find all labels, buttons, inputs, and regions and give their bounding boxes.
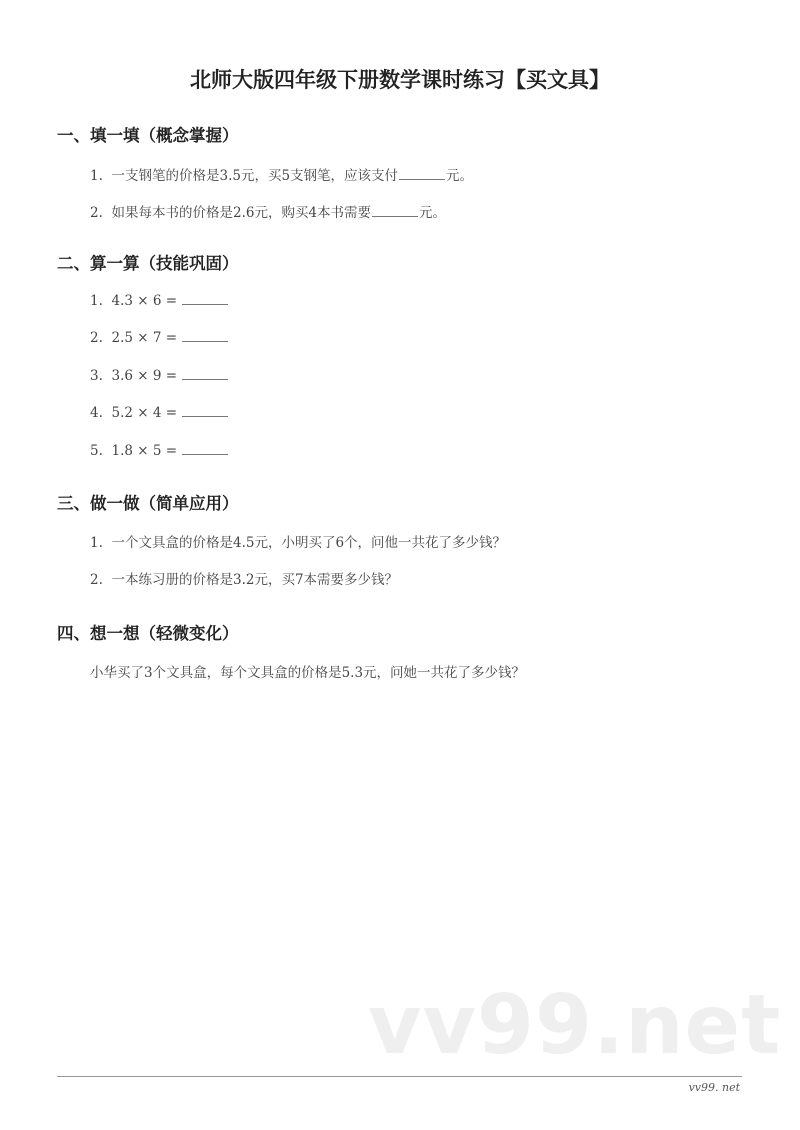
item-number: 2. xyxy=(90,330,103,346)
page-title: 北师大版四年级下册数学课时练习【买文具】 xyxy=(190,68,610,92)
item-text-after: 元。 xyxy=(419,205,447,221)
item-number: 1. xyxy=(90,535,103,551)
item-number: 1. xyxy=(90,168,103,184)
expression: 5.2 × 4 = xyxy=(111,405,178,421)
item-number: 5. xyxy=(90,443,103,459)
calc-item-3 xyxy=(90,367,229,384)
expression: 2.5 × 7 = xyxy=(111,330,178,346)
calc-item-1 xyxy=(90,292,229,309)
watermark: vv99.net xyxy=(368,978,782,1073)
answer-blank[interactable] xyxy=(399,167,445,180)
answer-blank[interactable] xyxy=(182,404,228,417)
calc-item-4 xyxy=(90,404,229,421)
answer-blank[interactable] xyxy=(182,442,228,455)
item-number: 3. xyxy=(90,368,103,384)
item-number: 1. xyxy=(90,293,103,309)
item-number: 2. xyxy=(90,572,103,588)
think-problem: 小华买了3个文具盒，每个文具盒的价格是5.3元，问她一共花了多少钱？ xyxy=(90,665,526,681)
item-text: 一支钢笔的价格是3.5元，买5支钢笔，应该支付 xyxy=(111,168,399,184)
item-text: 一本练习册的价格是3.2元，买7本需要多少钱？ xyxy=(111,572,399,588)
section-heading-1: 一、填一填（概念掌握） xyxy=(57,126,239,145)
fill-item-1 xyxy=(90,164,473,184)
answer-blank[interactable] xyxy=(182,367,228,380)
footer-text: vv99. net xyxy=(688,1081,740,1094)
section-heading-2: 二、算一算（技能巩固） xyxy=(57,254,239,273)
calc-item-5 xyxy=(90,442,229,459)
answer-blank[interactable] xyxy=(182,292,228,305)
word-problem-2 xyxy=(90,568,398,588)
item-number: 4. xyxy=(90,405,103,421)
item-text: 如果每本书的价格是2.6元，购买4本书需要 xyxy=(111,205,372,221)
calc-item-2 xyxy=(90,329,229,346)
expression: 1.8 × 5 = xyxy=(111,443,178,459)
section-heading-4: 四、想一想（轻微变化） xyxy=(57,624,239,643)
item-number: 2. xyxy=(90,205,103,221)
footer-divider xyxy=(57,1076,742,1077)
item-text: 一个文具盒的价格是4.5元，小明买了6个，问他一共花了多少钱？ xyxy=(111,535,507,551)
section-heading-3: 三、做一做（简单应用） xyxy=(57,494,239,513)
word-problem-1 xyxy=(90,531,506,551)
expression: 3.6 × 9 = xyxy=(111,368,178,384)
fill-item-2 xyxy=(90,201,446,221)
expression: 4.3 × 6 = xyxy=(111,293,178,309)
answer-blank[interactable] xyxy=(182,329,228,342)
answer-blank[interactable] xyxy=(372,204,418,217)
item-text-after: 元。 xyxy=(446,168,474,184)
